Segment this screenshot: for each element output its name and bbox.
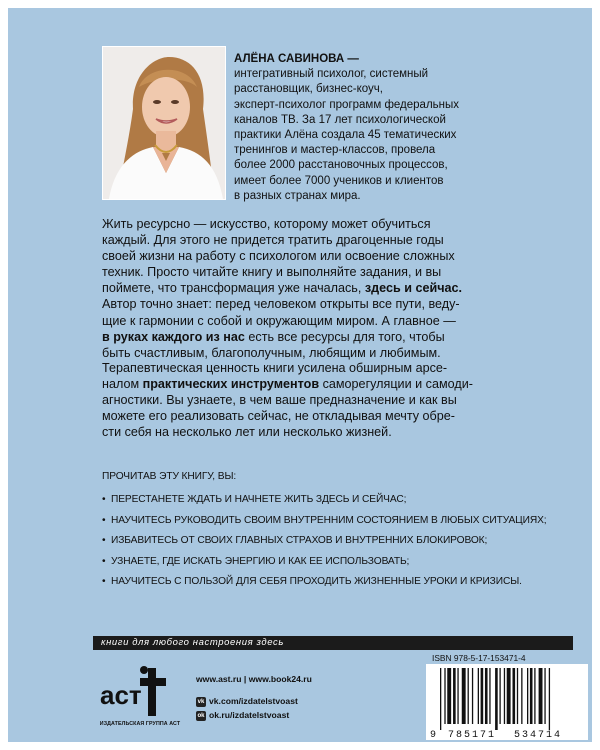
barcode-bar [499,668,500,724]
list-item-text: УЗНАЕТЕ, ГДЕ ИСКАТЬ ЭНЕРГИЮ И КАК ЕЕ ИСПОЛЬЗОВАТЬ; [111,555,410,567]
text-line [102,280,512,296]
barcode-digits-right: 534714 [514,730,563,740]
barcode-bar [495,668,498,730]
barcode-bar [513,668,516,724]
description-paragraph-1 [102,216,512,361]
bullet: • [102,514,106,526]
publisher-label: ИЗДАТЕЛЬСКАЯ ГРУППА АСТ [99,721,181,727]
list-item-text: ИЗБАВИТЕСЬ ОТ СВОИХ ГЛАВНЫХ СТРАХОВ И ВНУТРЕННИХ БЛОКИРОВОК; [111,535,488,547]
barcode-bar [507,668,511,724]
vk-icon: vk [197,698,205,705]
text-line [102,376,512,392]
author-bio-line: тренингов и мастер-классов, провела [234,144,436,157]
vk-url: vk.com/izdatelstvoast [209,696,298,706]
text-span: саморегуляции и самоди- [322,377,473,392]
barcode-digit-first: 9 [430,730,437,740]
barcode-bar [462,668,466,724]
author-bio-line: имеет более 7000 учеников и клиентов [234,174,444,187]
barcode-bar [544,668,545,724]
author-bio-line: практики Алёна создала 45 тематических [234,129,457,142]
author-name: АЛЁНА САВИНОВА — [234,53,359,65]
emphasis-practical-tools: практических инструментов [142,377,320,392]
text-span: есть все ресурсы для того, чтобы [248,329,445,344]
barcode-bar [530,668,533,724]
barcode-bar [478,668,479,724]
list-item-text: НАУЧИТЕСЬ С ПОЛЬЗОЙ ДЛЯ СЕБЯ ПРОХОДИТЬ ЖИЗНЕННЫЕ УРОКИ И КРИЗИСЫ. [111,576,522,588]
text-line: щие к гармонии с собой и окружающим миром. А главное — [102,313,456,328]
bullet: • [102,555,106,567]
list-item [102,493,542,506]
benefits-list [102,470,547,596]
emphasis-in-our-hands: в руках каждого из нас [102,329,245,344]
publisher-websites[interactable]: www.ast.ru | www.book24.ru [196,674,312,684]
slogan-banner [93,636,573,650]
book-back-cover [8,8,592,742]
list-item [102,555,542,568]
author-bio-line: интегративный психолог, системный [234,68,429,81]
list-item-text: ПЕРЕСТАНЕТЕ ЖДАТЬ И НАЧНЕТЕ ЖИТЬ ЗДЕСЬ И СЕЙЧАС; [111,494,407,505]
text-span: налом [102,377,140,392]
text-line [102,329,512,345]
text-line: Терапевтическая ценность книги усилена обширным арсе- [102,361,448,375]
author-photo [102,46,226,200]
barcode-bar [539,668,543,724]
barcode-bar [485,668,488,724]
slogan-text: книги для любого настроения здесь [101,637,284,648]
barcode-bar [527,668,528,724]
author-portrait-illustration [103,47,225,199]
ok-url: ok.ru/izdatelstvoast [209,710,290,720]
list-item [102,534,542,547]
text-line: сти себя на несколько лет или несколько жизней. [102,425,392,440]
barcode-bar [447,668,451,724]
isbn-barcode [426,664,588,740]
bullet: • [102,494,106,505]
text-line: техник. Просто читайте книгу и выполняйте задания, и вы [102,265,442,280]
ast-logo [96,660,180,728]
barcode-bar [481,668,484,724]
barcode-bar [521,668,522,724]
author-bio-line: расстановщик, бизнес-коуч, [234,83,383,96]
text-line: своей жизни на работу с психологом или освоение сложных [102,249,455,264]
text-line: быть счастливым, благополучным, любящим и любимым. [102,345,441,360]
barcode-bar [517,668,518,724]
barcode-digits-left: 785171 [448,730,497,740]
text-line: агностики. Вы узнаете, в чем ваше предназначение и как вы [102,393,457,408]
barcode-bar [453,668,456,724]
list-item-text: НАУЧИТЕСЬ РУКОВОДИТЬ СВОИМ ВНУТРЕННИМ СОСТОЯНИЕМ В ЛЮБЫХ СИТУАЦИЯХ; [111,514,547,526]
bullet: • [102,576,106,588]
text-line: каждый. Для этого не придется тратить драгоценные годы [102,233,444,248]
description-paragraph-2 [102,360,512,440]
isbn-number: ISBN 978-5-17-153471-4 [432,653,526,663]
author-bio-line: эксперт-психолог программ федеральных [234,98,460,111]
barcode-bar [440,668,441,730]
text-span: поймете, что трансформация уже началась, [102,281,362,296]
barcode-bar [489,668,490,724]
bullet: • [102,535,106,547]
barcode-bar [472,668,473,724]
ok-link[interactable] [196,710,289,721]
barcode-bar [549,668,550,730]
emphasis-here-and-now: здесь и сейчас. [364,281,463,296]
text-line: можете его реализовать сейчас, не откладывая мечту обре- [102,409,455,424]
text-line: Жить ресурсно — искусство, которому может обучиться [102,217,431,231]
list-item [102,514,547,527]
ast-logo-text: аст [100,680,142,710]
author-bio [234,52,574,204]
text-line: Автор точно знает: перед человеком открыты все пути, веду- [102,297,460,312]
list-item [102,575,542,588]
vk-link[interactable] [196,696,298,707]
barcode-bar [504,668,505,724]
author-bio-line: более 2000 расстановочных процессов, [234,159,448,172]
benefits-title: ПРОЧИТАВ ЭТУ КНИГУ, ВЫ: [102,471,237,482]
ok-icon: ok [197,712,205,719]
barcode-bar [444,668,445,724]
author-bio-line: каналов ТВ. За 17 лет психологической [234,113,446,126]
barcode-bar [534,668,535,724]
barcode-bar [468,668,469,724]
author-bio-line: в разных странах мира. [234,189,361,202]
barcode-bar [457,668,458,724]
